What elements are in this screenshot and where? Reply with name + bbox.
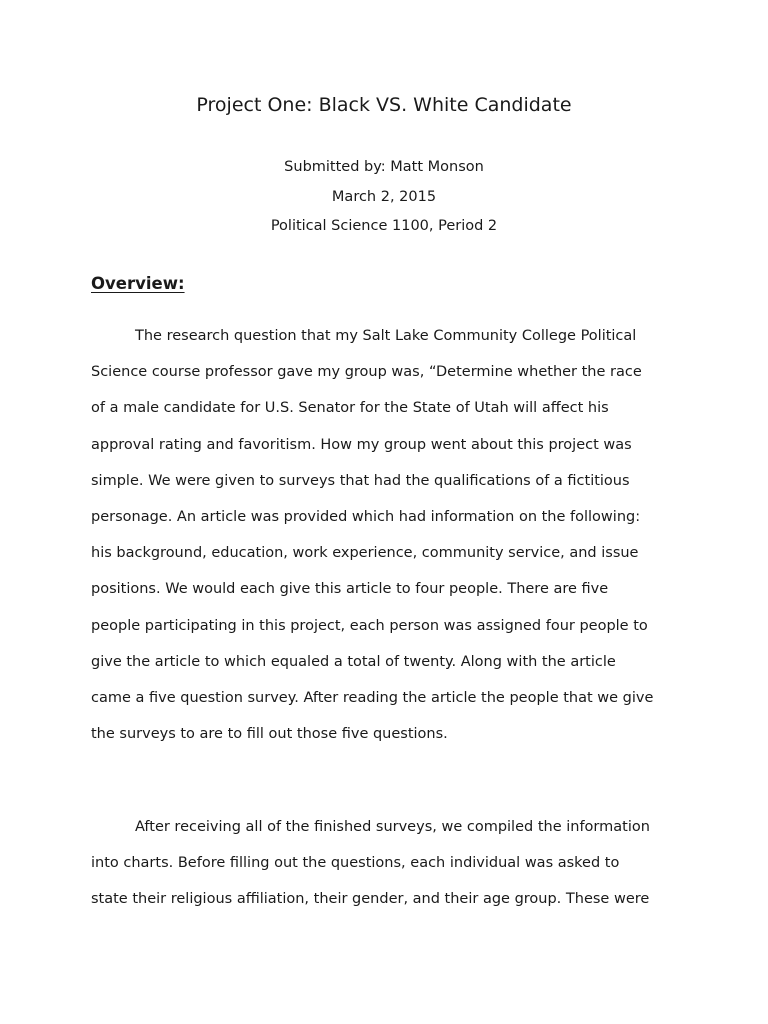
paragraph-line: simple. We were given to surveys that had the qualifications of a fictitious — [91, 472, 630, 489]
paragraph-line: the surveys to are to fill out those five questions. — [91, 726, 448, 743]
paragraph-1 — [91, 318, 691, 752]
document-date: March 2, 2015 — [331, 188, 437, 205]
paragraph-line: into charts. Before filling out the questions, each individual was asked to — [91, 855, 620, 872]
paragraph-line: positions. We would each give this article to four people. There are five — [91, 581, 609, 598]
document-title: Project One: Black VS. White Candidate — [196, 94, 572, 116]
paragraph-line: came a five question survey. After reading the article the people that we give — [91, 689, 654, 706]
paragraph-line: personage. An article was provided which had information on the following: — [91, 508, 641, 525]
submitted-by: Submitted by: Matt Monson — [284, 159, 484, 175]
paragraph-line: Science course professor gave my group was, “Determine whether the race — [91, 364, 642, 381]
course-info: Political Science 1100, Period 2 — [270, 218, 498, 234]
paragraph-line: The research question that my Salt Lake Community College Political — [135, 328, 637, 344]
section-heading-overview: Overview: — [91, 274, 185, 293]
paragraph-line: state their religious affiliation, their gender, and their age group. These were — [91, 891, 650, 908]
document-meta — [0, 153, 768, 242]
paragraph-line: his background, education, work experience, community service, and issue — [91, 545, 639, 562]
paragraph-line: After receiving all of the finished surveys, we compiled the information — [135, 819, 650, 835]
paragraph-line: give the article to which equaled a total of twenty. Along with the article — [91, 653, 616, 670]
paragraph-line: people participating in this project, each person was assigned four people to — [91, 617, 648, 634]
paragraph-2 — [91, 809, 691, 918]
paragraph-line: of a male candidate for U.S. Senator for the State of Utah will affect his — [91, 400, 609, 417]
paragraph-line: approval rating and favoritism. How my group went about this project was — [91, 436, 632, 453]
